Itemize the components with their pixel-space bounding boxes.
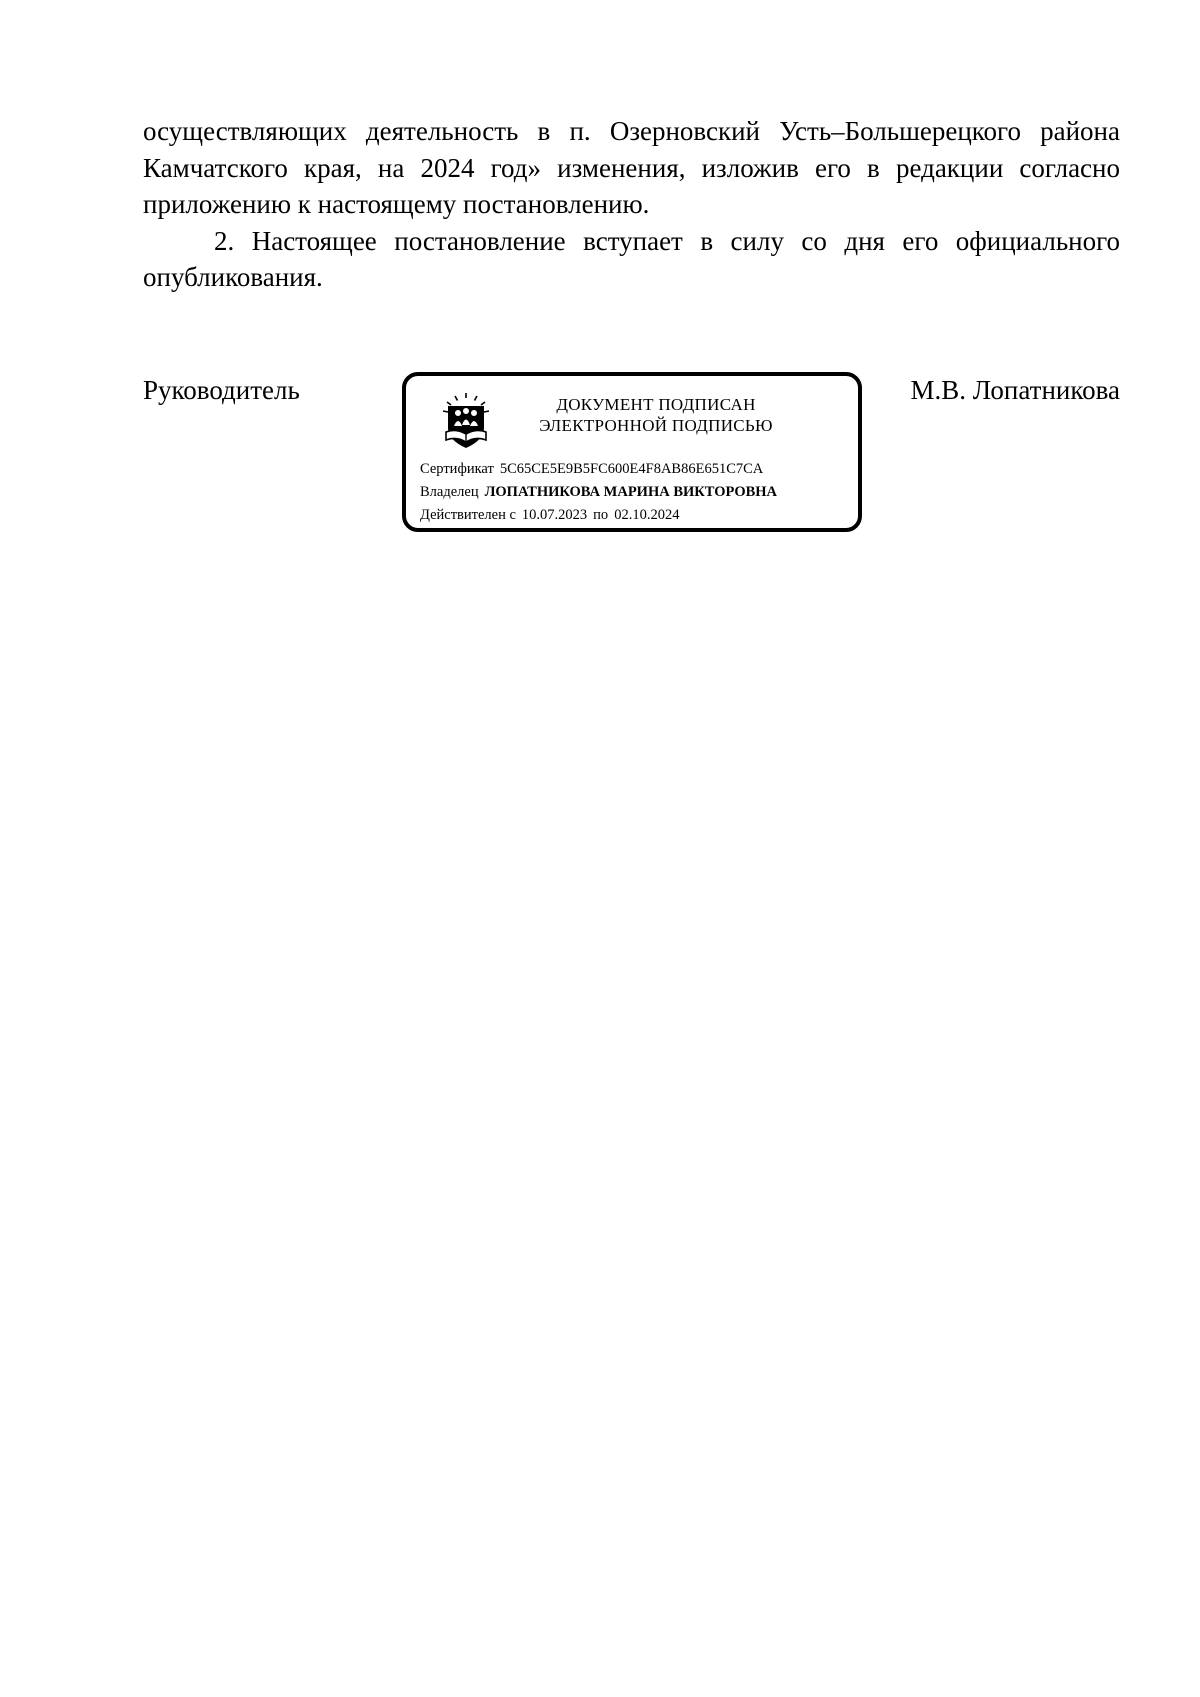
signature-role: Руководитель — [143, 375, 300, 405]
valid-to: 02.10.2024 — [614, 507, 680, 523]
valid-from: 10.07.2023 — [521, 507, 588, 523]
paragraph-item-2: 2. Настоящее постановление вступает в силу со дня его официального опубликования. — [143, 225, 1120, 292]
stamp-owner-row — [420, 481, 860, 504]
paragraph-continuation: осуществляющих деятельность в п. Озерновский Усть–Большерецкого района Камчатского края, на 2024 год» изменения, изложив его в редакции согласно приложению к настоящему постановлению. — [143, 116, 1120, 219]
signature-name: М.В. Лопатникова — [910, 375, 1120, 405]
stamp-certificate-row — [420, 458, 860, 481]
valid-to-label: по — [593, 507, 609, 523]
document-body — [143, 113, 1120, 296]
owner-label: Владелец — [420, 484, 479, 500]
owner-value: ЛОПАТНИКОВА МАРИНА ВИКТОРОВНА — [484, 484, 778, 500]
stamp-title-line-1: ДОКУМЕНТ ПОДПИСАН — [556, 395, 756, 414]
certificate-value: 5C65CE5E9B5FC600E4F8AB86E651C7CA — [499, 461, 764, 477]
valid-label: Действителен с — [420, 507, 516, 523]
stamp-title-line-2: ЭЛЕКТРОННОЙ ПОДПИСЬЮ — [539, 416, 773, 435]
electronic-signature-stamp — [402, 372, 862, 532]
certificate-label: Сертификат — [420, 461, 494, 477]
stamp-details — [420, 458, 860, 527]
coat-of-arms-emblem-icon — [440, 392, 492, 452]
stamp-title — [506, 394, 806, 436]
stamp-validity-row — [420, 504, 860, 527]
